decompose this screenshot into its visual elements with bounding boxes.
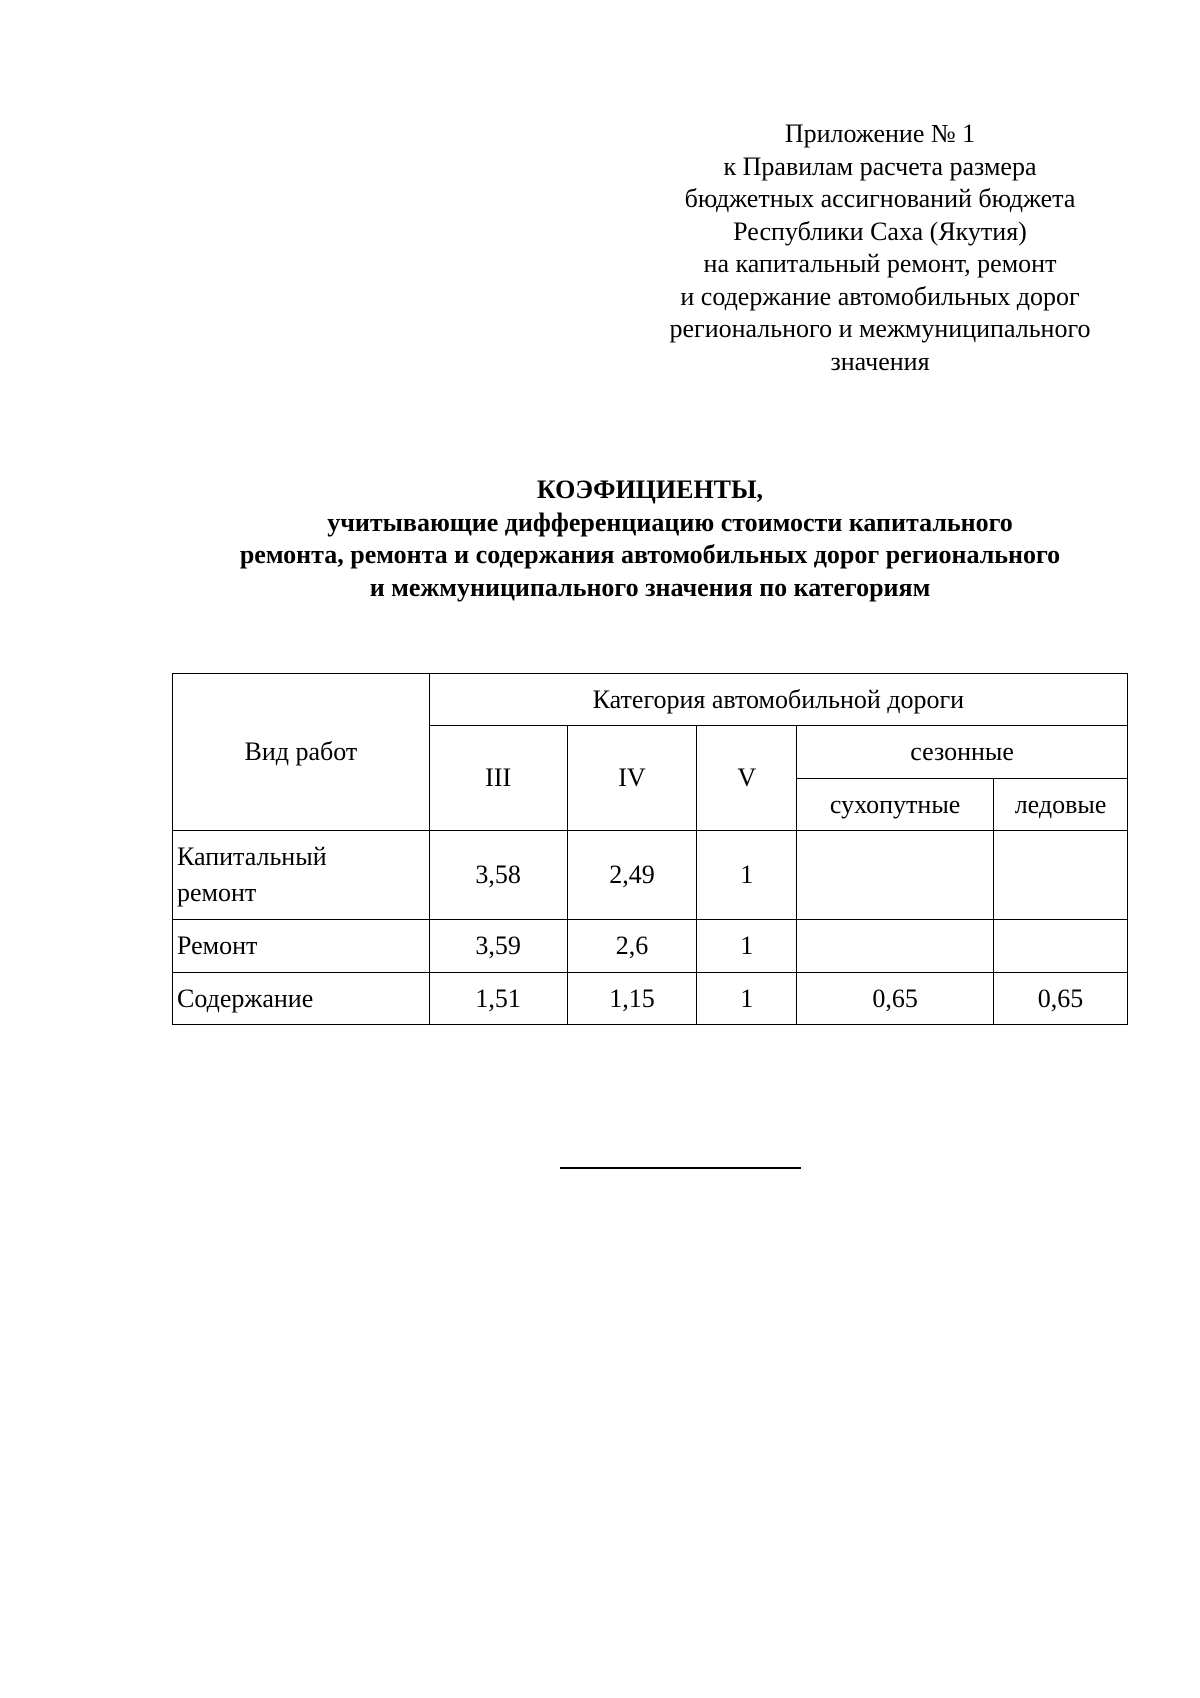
table-row <box>173 973 1128 1025</box>
appendix-line: и содержание автомобильных дорог <box>680 281 1080 311</box>
cell-ice <box>994 920 1128 973</box>
cell-v: 1 <box>697 831 797 920</box>
coefficients-table <box>172 673 1128 1025</box>
title-line: учитывающие дифференциацию стоимости капитального <box>327 507 1013 537</box>
table-row <box>173 920 1128 973</box>
header-cat-v: V <box>697 726 797 831</box>
header-road-category: Категория автомобильной дороги <box>429 674 1127 726</box>
appendix-line: значения <box>830 346 930 376</box>
row-name <box>173 831 430 920</box>
cell-ice <box>994 831 1128 920</box>
title-line: ремонта, ремонта и содержания автомобильных дорог регионального <box>239 540 1061 569</box>
appendix-line: Республики Саха (Якутия) <box>733 216 1027 246</box>
cell-overland <box>797 831 994 920</box>
cell-iii: 3,58 <box>429 831 567 920</box>
cell-iii: 3,59 <box>429 920 567 973</box>
closing-divider <box>560 1167 801 1169</box>
header-ice: ледовые <box>994 779 1128 831</box>
table-header-row <box>173 674 1128 726</box>
appendix-line: Приложение № 1 <box>784 119 976 148</box>
cell-iv: 1,15 <box>567 973 697 1025</box>
cell-ice: 0,65 <box>994 973 1128 1025</box>
appendix-line: к Правилам расчета размера <box>723 151 1037 181</box>
table-row <box>173 831 1128 920</box>
header-overland: сухопутные <box>797 779 994 831</box>
title-line: и межмуниципального значения по категориям <box>369 572 931 602</box>
cell-iv: 2,6 <box>567 920 697 973</box>
row-name: Ремонт <box>173 920 430 973</box>
cell-v: 1 <box>697 920 797 973</box>
header-work-type: Вид работ <box>173 674 430 831</box>
header-cat-iii: III <box>429 726 567 831</box>
row-name-line: Капитальный <box>177 842 327 871</box>
header-cat-iv: IV <box>567 726 697 831</box>
cell-iv: 2,49 <box>567 831 697 920</box>
appendix-header <box>620 118 1140 378</box>
cell-overland: 0,65 <box>797 973 994 1025</box>
row-name: Содержание <box>173 973 430 1025</box>
appendix-line: бюджетных ассигнований бюджета <box>684 184 1076 213</box>
header-seasonal: сезонные <box>797 726 1128 779</box>
appendix-line: на капитальный ремонт, ремонт <box>703 249 1057 278</box>
title-line: КОЭФИЦИЕНТЫ, <box>536 475 764 504</box>
cell-iii: 1,51 <box>429 973 567 1025</box>
appendix-line: регионального и межмуниципального <box>669 314 1091 343</box>
document-title <box>150 474 1150 604</box>
cell-overland <box>797 920 994 973</box>
cell-v: 1 <box>697 973 797 1025</box>
row-name-line: ремонт <box>177 878 257 907</box>
